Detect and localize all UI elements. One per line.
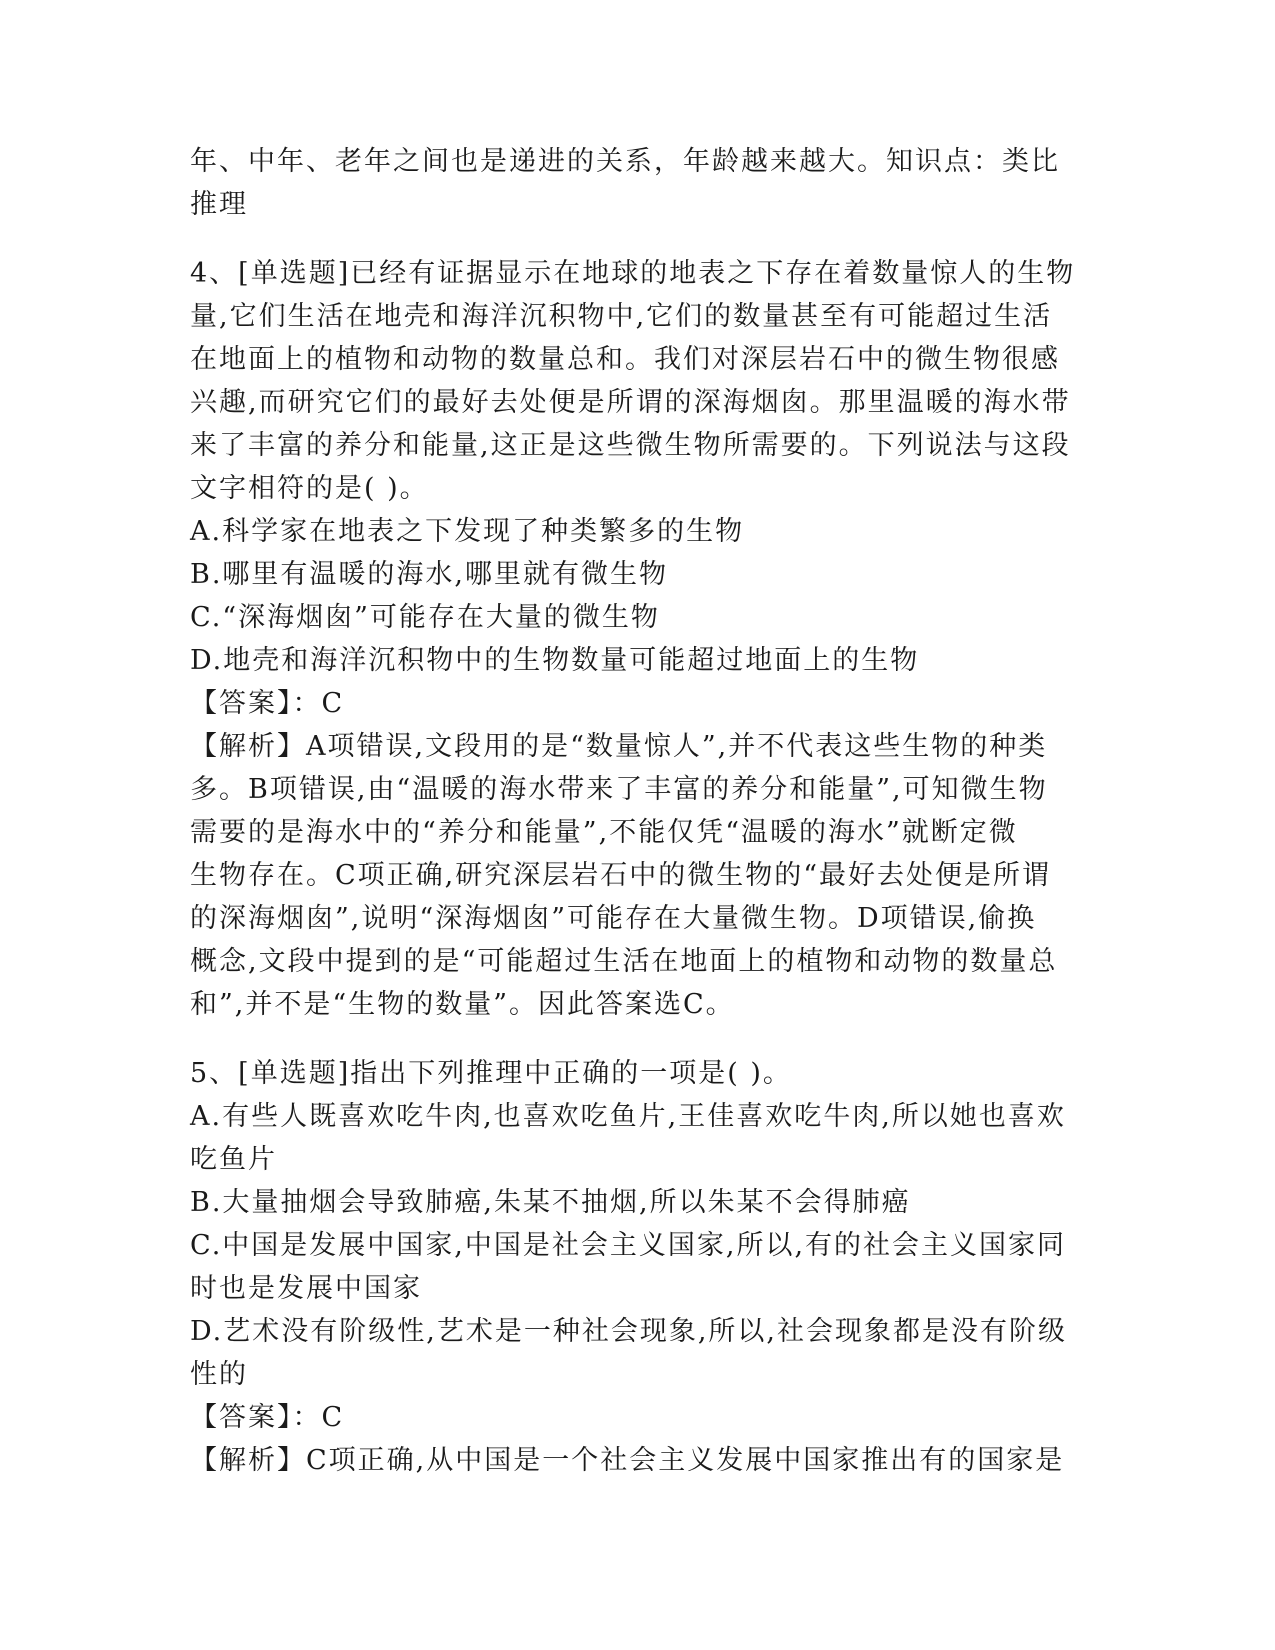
question-stem-line: 文字相符的是( )。 <box>190 473 429 504</box>
analysis-line: 概念,文段中提到的是“可能超过生活在地面上的植物和动物的数量总 <box>190 946 1058 977</box>
option-a: A.科学家在地表之下发现了种类繁多的生物 <box>190 516 745 547</box>
intro-line: 年、中年、老年之间也是递进的关系，年龄越来越大。知识点：类比 <box>190 146 1060 177</box>
analysis-line: 【解析】C项正确,从中国是一个社会主义发展中国家推出有的国家是 <box>190 1445 1065 1476</box>
question-5 <box>190 1052 1090 1482</box>
option-d: D.艺术没有阶级性,艺术是一种社会现象,所以,社会现象都是没有阶级 <box>190 1316 1068 1347</box>
option-c-continued: 时也是发展中国家 <box>190 1273 422 1304</box>
analysis-line: 和”,并不是“生物的数量”。因此答案选C。 <box>190 989 735 1020</box>
intro-section <box>190 140 1090 226</box>
answer-line: 【答案】：C <box>190 688 345 719</box>
question-4 <box>190 252 1090 1026</box>
question-stem-line: 在地面上的植物和动物的数量总和。我们对深层岩石中的微生物很感 <box>190 344 1060 375</box>
option-d: D.地壳和海洋沉积物中的生物数量可能超过地面上的生物 <box>190 645 920 676</box>
question-stem-line: 兴趣,而研究它们的最好去处便是所谓的深海烟囱。那里温暖的海水带 <box>190 387 1071 418</box>
question-stem-line: 5、[单选题]指出下列推理中正确的一项是( )。 <box>190 1058 792 1089</box>
analysis-line: 多。B项错误,由“温暖的海水带来了丰富的养分和能量”,可知微生物 <box>190 774 1048 805</box>
document-page <box>190 140 1090 1482</box>
option-b: B.哪里有温暖的海水,哪里就有微生物 <box>190 559 669 590</box>
option-d-continued: 性的 <box>190 1359 248 1390</box>
answer-line: 【答案】：C <box>190 1402 345 1433</box>
question-stem-line: 来了丰富的养分和能量,这正是这些微生物所需要的。下列说法与这段 <box>190 430 1071 461</box>
analysis-line: 生物存在。C项正确,研究深层岩石中的微生物的“最好去处便是所谓 <box>190 860 1052 891</box>
intro-line: 推理 <box>190 189 248 220</box>
analysis-line: 需要的是海水中的“养分和能量”,不能仅凭“温暖的海水”就断定微 <box>190 817 1018 848</box>
option-c: C.中国是发展中国家,中国是社会主义国家,所以,有的社会主义国家同 <box>190 1230 1067 1261</box>
question-stem-line: 量,它们生活在地壳和海洋沉积物中,它们的数量甚至有可能超过生活 <box>190 301 1053 332</box>
option-b: B.大量抽烟会导致肺癌,朱某不抽烟,所以朱某不会得肺癌 <box>190 1187 911 1218</box>
analysis-line: 【解析】A项错误,文段用的是“数量惊人”,并不代表这些生物的种类 <box>190 731 1048 762</box>
question-stem-line: 4、[单选题]已经有证据显示在地球的地表之下存在着数量惊人的生物 <box>190 258 1076 289</box>
option-a-continued: 吃鱼片 <box>190 1144 277 1175</box>
analysis-line: 的深海烟囱”,说明“深海烟囱”可能存在大量微生物。D项错误,偷换 <box>190 903 1037 934</box>
option-c: C.“深海烟囱”可能存在大量的微生物 <box>190 602 660 633</box>
option-a: A.有些人既喜欢吃牛肉,也喜欢吃鱼片,王佳喜欢吃牛肉,所以她也喜欢 <box>190 1101 1066 1132</box>
